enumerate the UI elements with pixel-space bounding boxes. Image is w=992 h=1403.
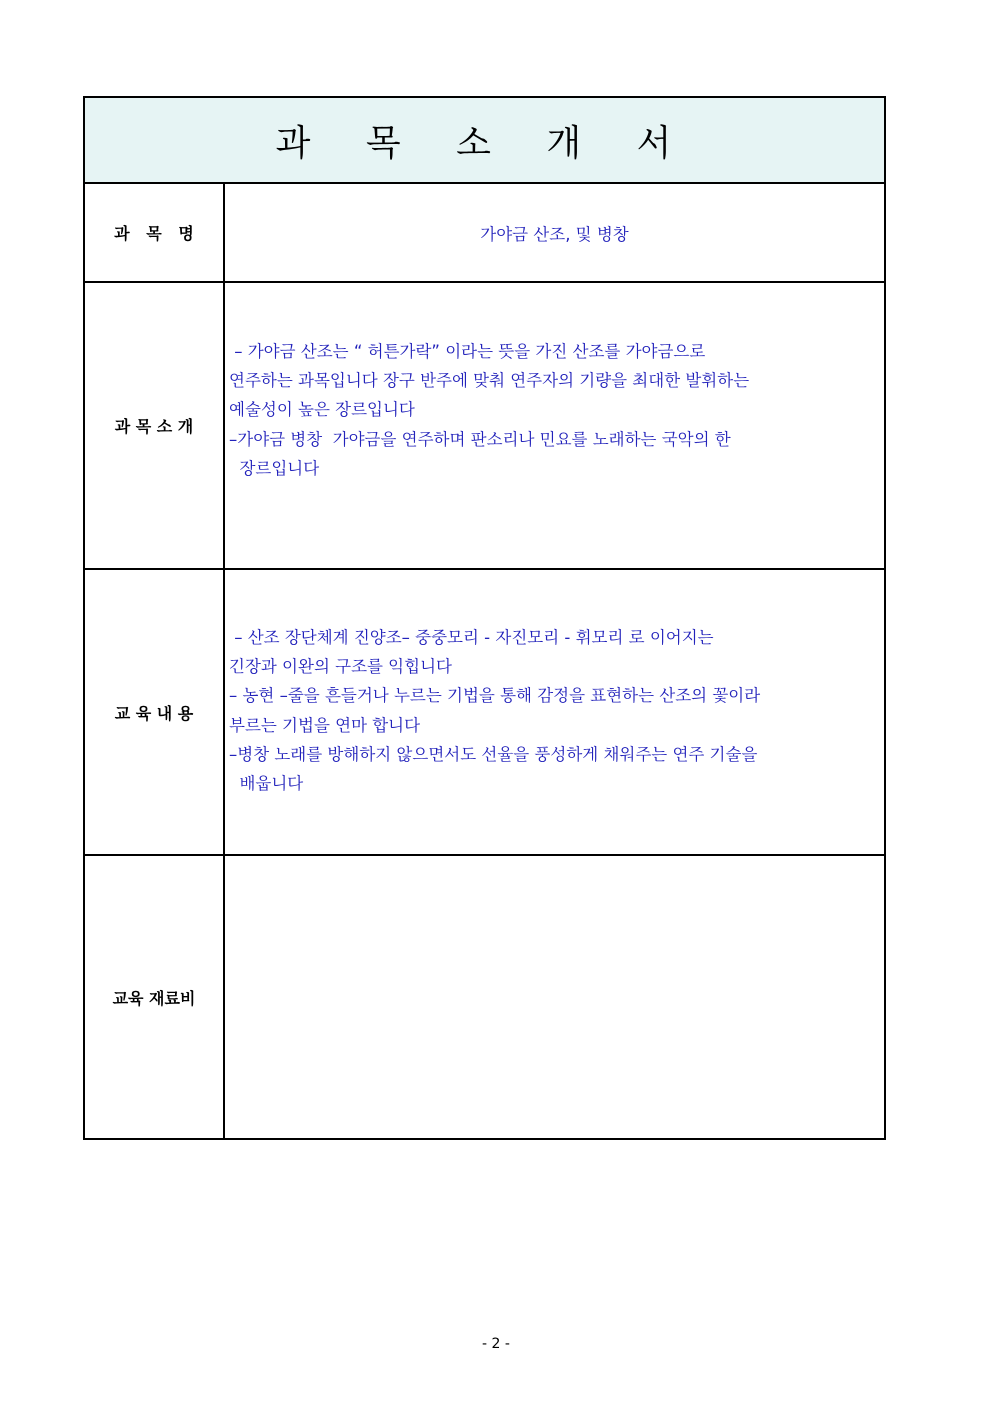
course-name-value: 가야금 산조, 및 병창 — [480, 224, 629, 244]
content-line: 긴장과 이완의 구조를 익힙니다 — [229, 657, 452, 677]
intro-line: 장르입니다 — [229, 458, 320, 478]
row-course-name — [85, 184, 884, 283]
education-content-value — [225, 570, 884, 854]
content-line: 배웁니다 — [229, 773, 304, 793]
course-intro-table — [83, 96, 886, 1140]
course-intro-value — [225, 283, 884, 568]
content-line: – 농현 –줄을 흔들거나 누르는 기법을 통해 감정을 표현하는 산조의 꽃이라 — [229, 686, 761, 706]
intro-line: 예술성이 높은 장르입니다 — [229, 400, 415, 420]
row-education-content — [85, 570, 884, 856]
document-title: 과 목 소 개 서 — [85, 98, 884, 184]
row-material-fee — [85, 856, 884, 1138]
material-fee-value — [225, 856, 884, 1138]
intro-line: 연주하는 과목입니다 장구 반주에 맞춰 연주자의 기량을 최대한 발휘하는 — [229, 371, 750, 391]
intro-line: – 가야금 산조는 “ 허튼가락” 이라는 뜻을 가진 산조를 가야금으로 — [229, 342, 706, 361]
label-course-intro: 과 목 소 개 — [85, 283, 225, 568]
intro-line: –가야금 병창 가야금을 연주하며 판소리나 민요를 노래하는 국악의 한 — [229, 429, 731, 449]
label-material-fee: 교육 재료비 — [85, 856, 225, 1138]
label-education-content: 교 육 내 용 — [85, 570, 225, 854]
content-line: –병창 노래를 방해하지 않으면서도 선율을 풍성하게 채워주는 연주 기술을 — [229, 744, 758, 764]
label-course-name: 과 목 명 — [85, 184, 225, 281]
page-number: - 2 - — [482, 1336, 510, 1352]
content-line: 부르는 기법을 연마 합니다 — [229, 715, 421, 735]
row-course-intro — [85, 283, 884, 570]
content-line: – 산조 장단체계 진양조– 중중모리 - 자진모리 - 휘모리 로 이어지는 — [229, 628, 714, 647]
